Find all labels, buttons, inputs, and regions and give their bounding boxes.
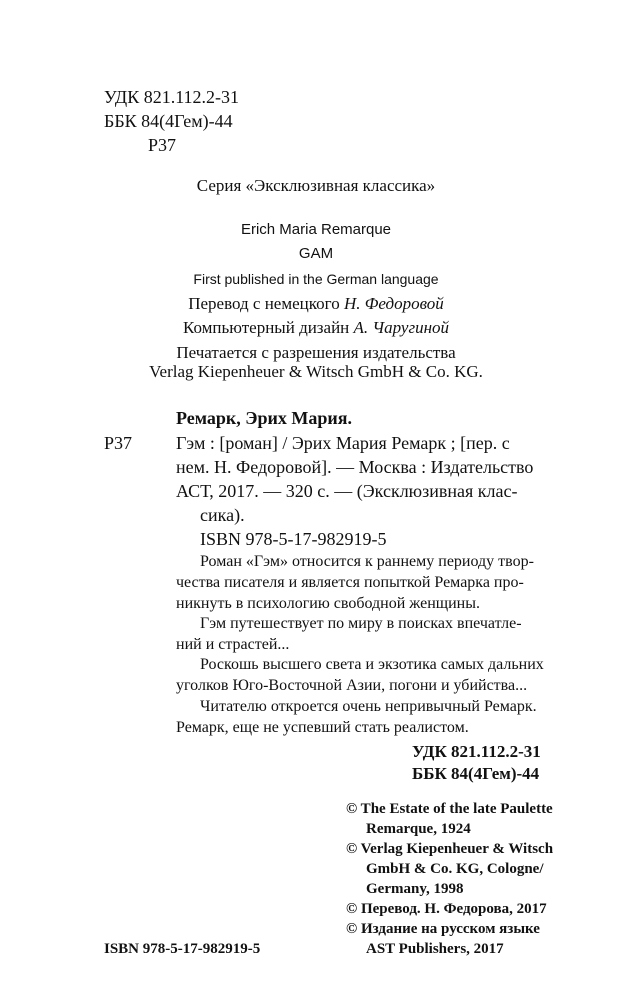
designer-name: А. Чаругиной [353,318,450,337]
catalog-sign: Р37 [104,433,133,453]
copyright-line: © The Estate of the late Paulette [346,801,553,817]
first-published-note: First published in the German language [193,271,439,287]
catalog-line-2: нем. Н. Федоровой]. — Москва : Издательство [176,457,534,477]
annotation-line: Читателю откроется очень непривычный Ремарк. [200,698,537,715]
annotation-line: уголков Юго-Восточной Азии, погони и убийства... [176,677,528,694]
original-title: GAM [298,245,334,262]
copyright-line: Remarque, 1924 [366,821,471,837]
copyright-line: © Verlag Kiepenheuer & Witsch [346,841,554,857]
annotation-line: Роскошь высшего света и экзотика самых дальних [200,656,544,673]
annotation-line: ний и страстей... [176,636,290,653]
udk-code-bottom: УДК 821.112.2-31 [412,742,541,761]
copyright-line: GmbH & Co. KG, Cologne/ [366,861,544,877]
catalog-line-3: АСТ, 2017. — 320 с. — (Эксклюзивная клас- [176,481,518,501]
annotation-line: чества писателя и является попыткой Ремарка про- [176,574,524,591]
annotation-line: Роман «Гэм» относится к раннему периоду твор- [200,553,534,570]
annotation-line: Ремарк, еще не успевший стать реалистом. [176,719,469,736]
footer-isbn: ISBN 978-5-17-982919-5 [104,941,261,957]
copyright-line: © Издание на русском языке [346,921,540,937]
catalog-heading: Ремарк, Эрих Мария. [176,408,352,428]
catalog-isbn: ISBN 978-5-17-982919-5 [200,529,387,549]
design-credit [0,317,632,338]
author-sign-top: Р37 [148,135,177,155]
permission-line-2: Verlag Kiepenheuer & Witsch GmbH & Co. KG. [149,362,483,381]
catalog-line-1: Гэм : [роман] / Эрих Мария Ремарк ; [пер. с [176,433,510,453]
bbk-code-bottom: ББК 84(4Гем)-44 [412,764,540,783]
series-title: Серия «Эксклюзивная классика» [196,176,436,195]
copyright-line: Germany, 1998 [366,881,464,897]
udk-code-top: УДК 821.112.2-31 [104,87,240,107]
translator-name: Н. Федоровой [343,294,444,313]
design-prefix: Компьютерный дизайн [182,318,354,337]
translation-credit [0,293,632,314]
original-author: Erich Maria Remarque [240,221,392,238]
copyright-line: © Перевод. Н. Федорова, 2017 [346,901,547,917]
bbk-code-top: ББК 84(4Гем)-44 [104,111,233,131]
annotation-line: никнуть в психологию свободной женщины. [176,595,480,612]
permission-line-1: Печатается с разрешения издательства [176,343,456,362]
catalog-line-4: сика). [200,505,245,525]
annotation-line: Гэм путешествует по миру в поисках впечатле- [200,615,522,632]
copyright-line: AST Publishers, 2017 [366,941,504,957]
translation-prefix: Перевод с немецкого [188,294,344,313]
